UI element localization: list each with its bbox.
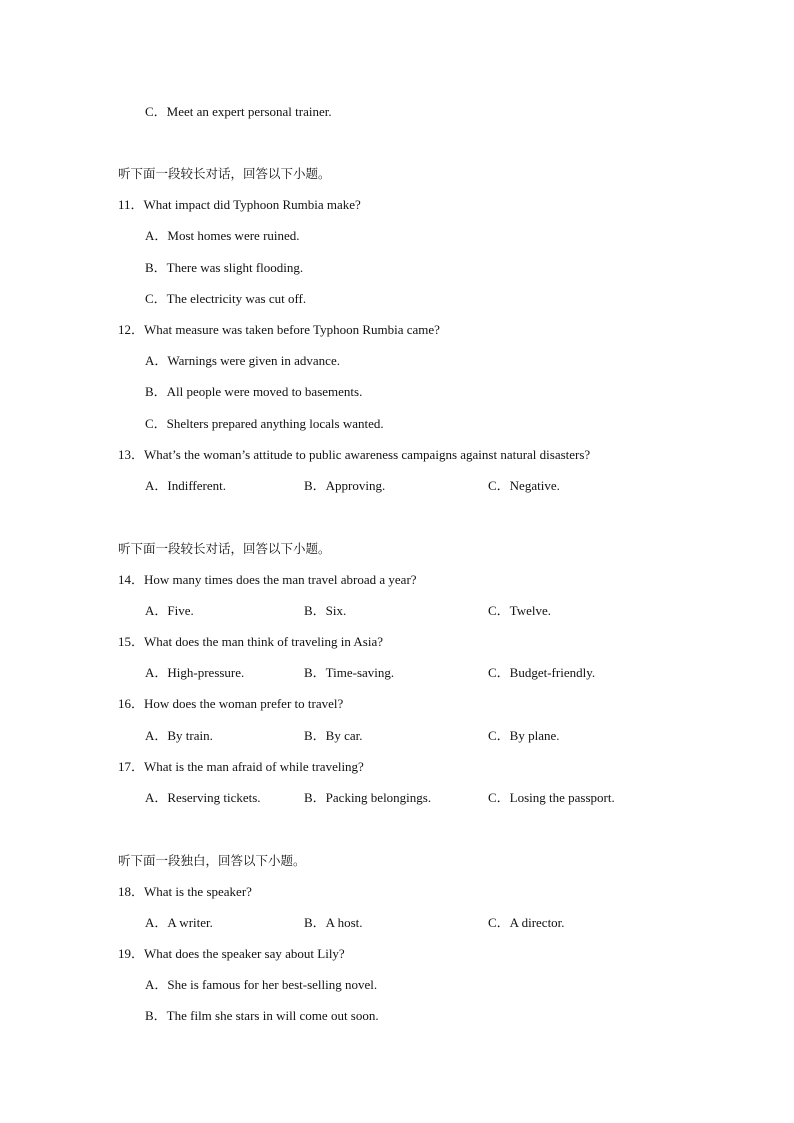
q15-option-b: B．Time-saving. xyxy=(304,665,395,680)
q17-option-a: A．Reserving tickets. xyxy=(145,790,261,805)
question-18: 18．What is the speaker? xyxy=(118,884,252,899)
section-3-instruction: 听下面一段独白，回答以下小题。 xyxy=(118,853,306,868)
question-12: 12．What measure was taken before Typhoon Rumbia came? xyxy=(118,322,440,337)
q14-option-b: B．Six. xyxy=(304,603,347,618)
q16-option-b: B．By car. xyxy=(304,728,363,743)
q15-option-a: A．High-pressure. xyxy=(145,665,245,680)
q17-option-c: C．Losing the passport. xyxy=(488,790,615,805)
q18-option-b: B．A host. xyxy=(304,915,363,930)
question-14: 14．How many times does the man travel abroad a year? xyxy=(118,572,417,587)
question-13: 13．What’s the woman’s attitude to public awareness campaigns against natural disasters? xyxy=(118,447,591,462)
q19-option-b: B．The film she stars in will come out soon. xyxy=(145,1008,379,1023)
q18-option-a: A．A writer. xyxy=(145,915,213,930)
leftover-option-c: C．Meet an expert personal trainer. xyxy=(145,104,332,119)
q15-option-c: C．Budget-friendly. xyxy=(488,665,596,680)
q12-option-c: C．Shelters prepared anything locals wanted. xyxy=(145,416,384,431)
q16-option-a: A．By train. xyxy=(145,728,213,743)
q11-option-b: B．There was slight flooding. xyxy=(145,260,304,275)
question-15: 15．What does the man think of traveling in Asia? xyxy=(118,634,383,649)
q16-option-c: C．By plane. xyxy=(488,728,560,743)
section-1-instruction: 听下面一段较长对话，回答以下小题。 xyxy=(118,166,331,181)
q19-option-a: A．She is famous for her best-selling novel. xyxy=(145,977,378,992)
q12-option-b: B．All people were moved to basements. xyxy=(145,384,363,399)
q11-option-a: A．Most homes were ruined. xyxy=(145,228,300,243)
q14-option-a: A．Five. xyxy=(145,603,194,618)
q13-option-c: C．Negative. xyxy=(488,478,560,493)
q13-option-b: B．Approving. xyxy=(304,478,386,493)
q13-option-a: A．Indifferent. xyxy=(145,478,226,493)
question-17: 17．What is the man afraid of while traveling? xyxy=(118,759,364,774)
q14-option-c: C．Twelve. xyxy=(488,603,551,618)
q17-option-b: B．Packing belongings. xyxy=(304,790,432,805)
section-2-instruction: 听下面一段较长对话，回答以下小题。 xyxy=(118,541,331,556)
question-16: 16．How does the woman prefer to travel? xyxy=(118,696,344,711)
q18-option-c: C．A director. xyxy=(488,915,565,930)
q12-option-a: A．Warnings were given in advance. xyxy=(145,353,340,368)
question-19: 19．What does the speaker say about Lily? xyxy=(118,946,345,961)
question-11: 11．What impact did Typhoon Rumbia make? xyxy=(118,197,361,212)
q11-option-c: C．The electricity was cut off. xyxy=(145,291,307,306)
